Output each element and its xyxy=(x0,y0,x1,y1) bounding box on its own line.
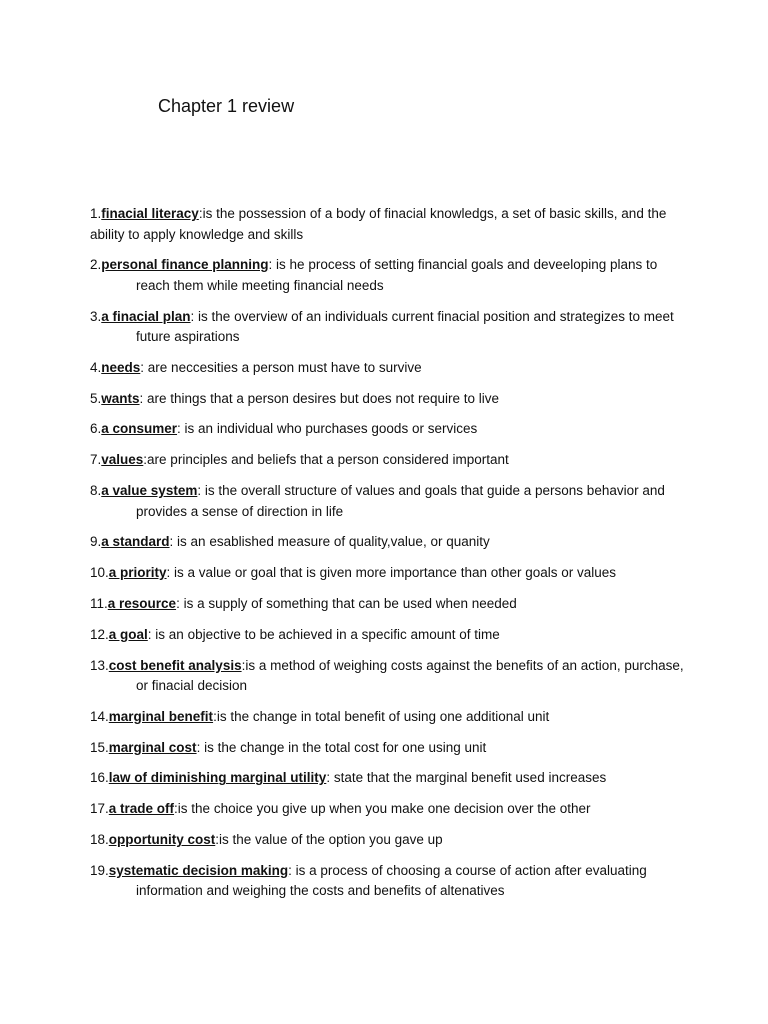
item-term: cost benefit analysis xyxy=(108,657,242,673)
item-definition: :is the change in total benefit of using one additional unit xyxy=(213,708,550,724)
list-item xyxy=(90,625,690,646)
list-item xyxy=(90,307,690,348)
item-definition: :is the value of the option you gave up xyxy=(215,832,443,848)
item-definition: : is an esablished measure of quality,value, or quanity xyxy=(169,534,490,550)
list-item xyxy=(90,389,690,410)
item-number: 8. xyxy=(90,483,102,499)
item-definition: : is the overall structure of values and goals that guide a persons behavior and provides a sense of direction in life xyxy=(136,483,665,519)
item-number: 16. xyxy=(90,770,109,786)
list-item xyxy=(90,481,690,522)
list-item xyxy=(90,204,690,245)
item-number: 6. xyxy=(90,421,102,437)
list-item xyxy=(90,532,690,553)
item-number: 17. xyxy=(90,801,109,817)
item-term: a trade off xyxy=(108,801,175,817)
page-title: Chapter 1 review xyxy=(158,96,295,116)
list-item xyxy=(90,594,690,615)
item-number: 14. xyxy=(90,708,109,724)
item-number: 18. xyxy=(90,832,109,848)
list-item xyxy=(90,419,690,440)
item-term: needs xyxy=(101,359,141,375)
item-term: a resource xyxy=(107,595,177,611)
definition-list xyxy=(90,204,690,912)
item-term: law of diminishing marginal utility xyxy=(108,770,327,786)
item-definition: : state that the marginal benefit used increases xyxy=(326,770,607,786)
item-number: 2. xyxy=(90,257,102,273)
list-item xyxy=(90,255,690,296)
item-term: a value system xyxy=(101,483,198,499)
item-number: 4. xyxy=(90,359,102,375)
list-item xyxy=(90,768,690,789)
item-number: 13. xyxy=(90,657,109,673)
item-number: 15. xyxy=(90,739,109,755)
item-definition: : are neccesities a person must have to survive xyxy=(140,359,422,375)
item-term: a priority xyxy=(108,565,167,581)
item-term: finacial literacy xyxy=(101,206,199,221)
item-definition: : is a process of choosing a course of action after evaluating information and weighing the costs and benefits of altenatives xyxy=(136,862,647,899)
item-definition: : is the overview of an individuals current finacial position and strategizes to meet future aspirations xyxy=(136,308,674,345)
item-term: values xyxy=(101,452,144,468)
item-definition: :are principles and beliefs that a person considered important xyxy=(143,452,509,468)
item-term: marginal cost xyxy=(108,739,197,755)
list-item xyxy=(90,656,690,697)
item-definition: :is the possession of a body of finacial knowledgs, a set of basic skills, and the ability to apply knowledge and skills xyxy=(90,206,667,242)
list-item xyxy=(90,707,690,728)
list-item xyxy=(90,830,690,851)
item-number: 7. xyxy=(90,452,102,468)
item-definition: :is the choice you give up when you make one decision over the other xyxy=(174,801,591,817)
item-term: opportunity cost xyxy=(108,832,216,848)
item-term: marginal benefit xyxy=(108,708,214,724)
list-item xyxy=(90,738,690,759)
item-number: 19. xyxy=(90,862,109,878)
item-term: personal finance planning xyxy=(101,257,269,273)
list-item xyxy=(90,450,690,471)
item-number: 10. xyxy=(90,565,109,581)
item-term: a finacial plan xyxy=(101,308,191,324)
item-number: 5. xyxy=(90,390,102,406)
item-definition: : is the change in the total cost for one using unit xyxy=(196,739,487,755)
item-number: 9. xyxy=(90,534,102,550)
item-definition: : is an objective to be achieved in a specific amount of time xyxy=(147,626,500,642)
item-definition: : is a value or goal that is given more importance than other goals or values xyxy=(166,565,617,581)
item-number: 1. xyxy=(90,206,102,221)
item-term: a consumer xyxy=(101,421,178,437)
list-item xyxy=(90,799,690,820)
item-definition: : is he process of setting financial goals and deveeloping plans to reach them while meeting financial needs xyxy=(136,257,658,293)
item-term: wants xyxy=(101,390,140,406)
item-definition: : are things that a person desires but does not require to live xyxy=(139,390,499,406)
item-term: a goal xyxy=(108,626,148,642)
item-number: 11. xyxy=(90,595,108,611)
list-item xyxy=(90,861,690,902)
list-item xyxy=(90,563,690,584)
item-term: a standard xyxy=(101,534,170,550)
item-definition: :is a method of weighing costs against the benefits of an action, purchase, or finacial decision xyxy=(136,657,684,694)
item-number: 12. xyxy=(90,626,109,642)
item-definition: : is a supply of something that can be used when needed xyxy=(176,595,517,611)
list-item xyxy=(90,358,690,379)
item-number: 3. xyxy=(90,308,102,324)
item-definition: : is an individual who purchases goods or services xyxy=(177,421,478,437)
item-term: systematic decision making xyxy=(108,862,289,878)
